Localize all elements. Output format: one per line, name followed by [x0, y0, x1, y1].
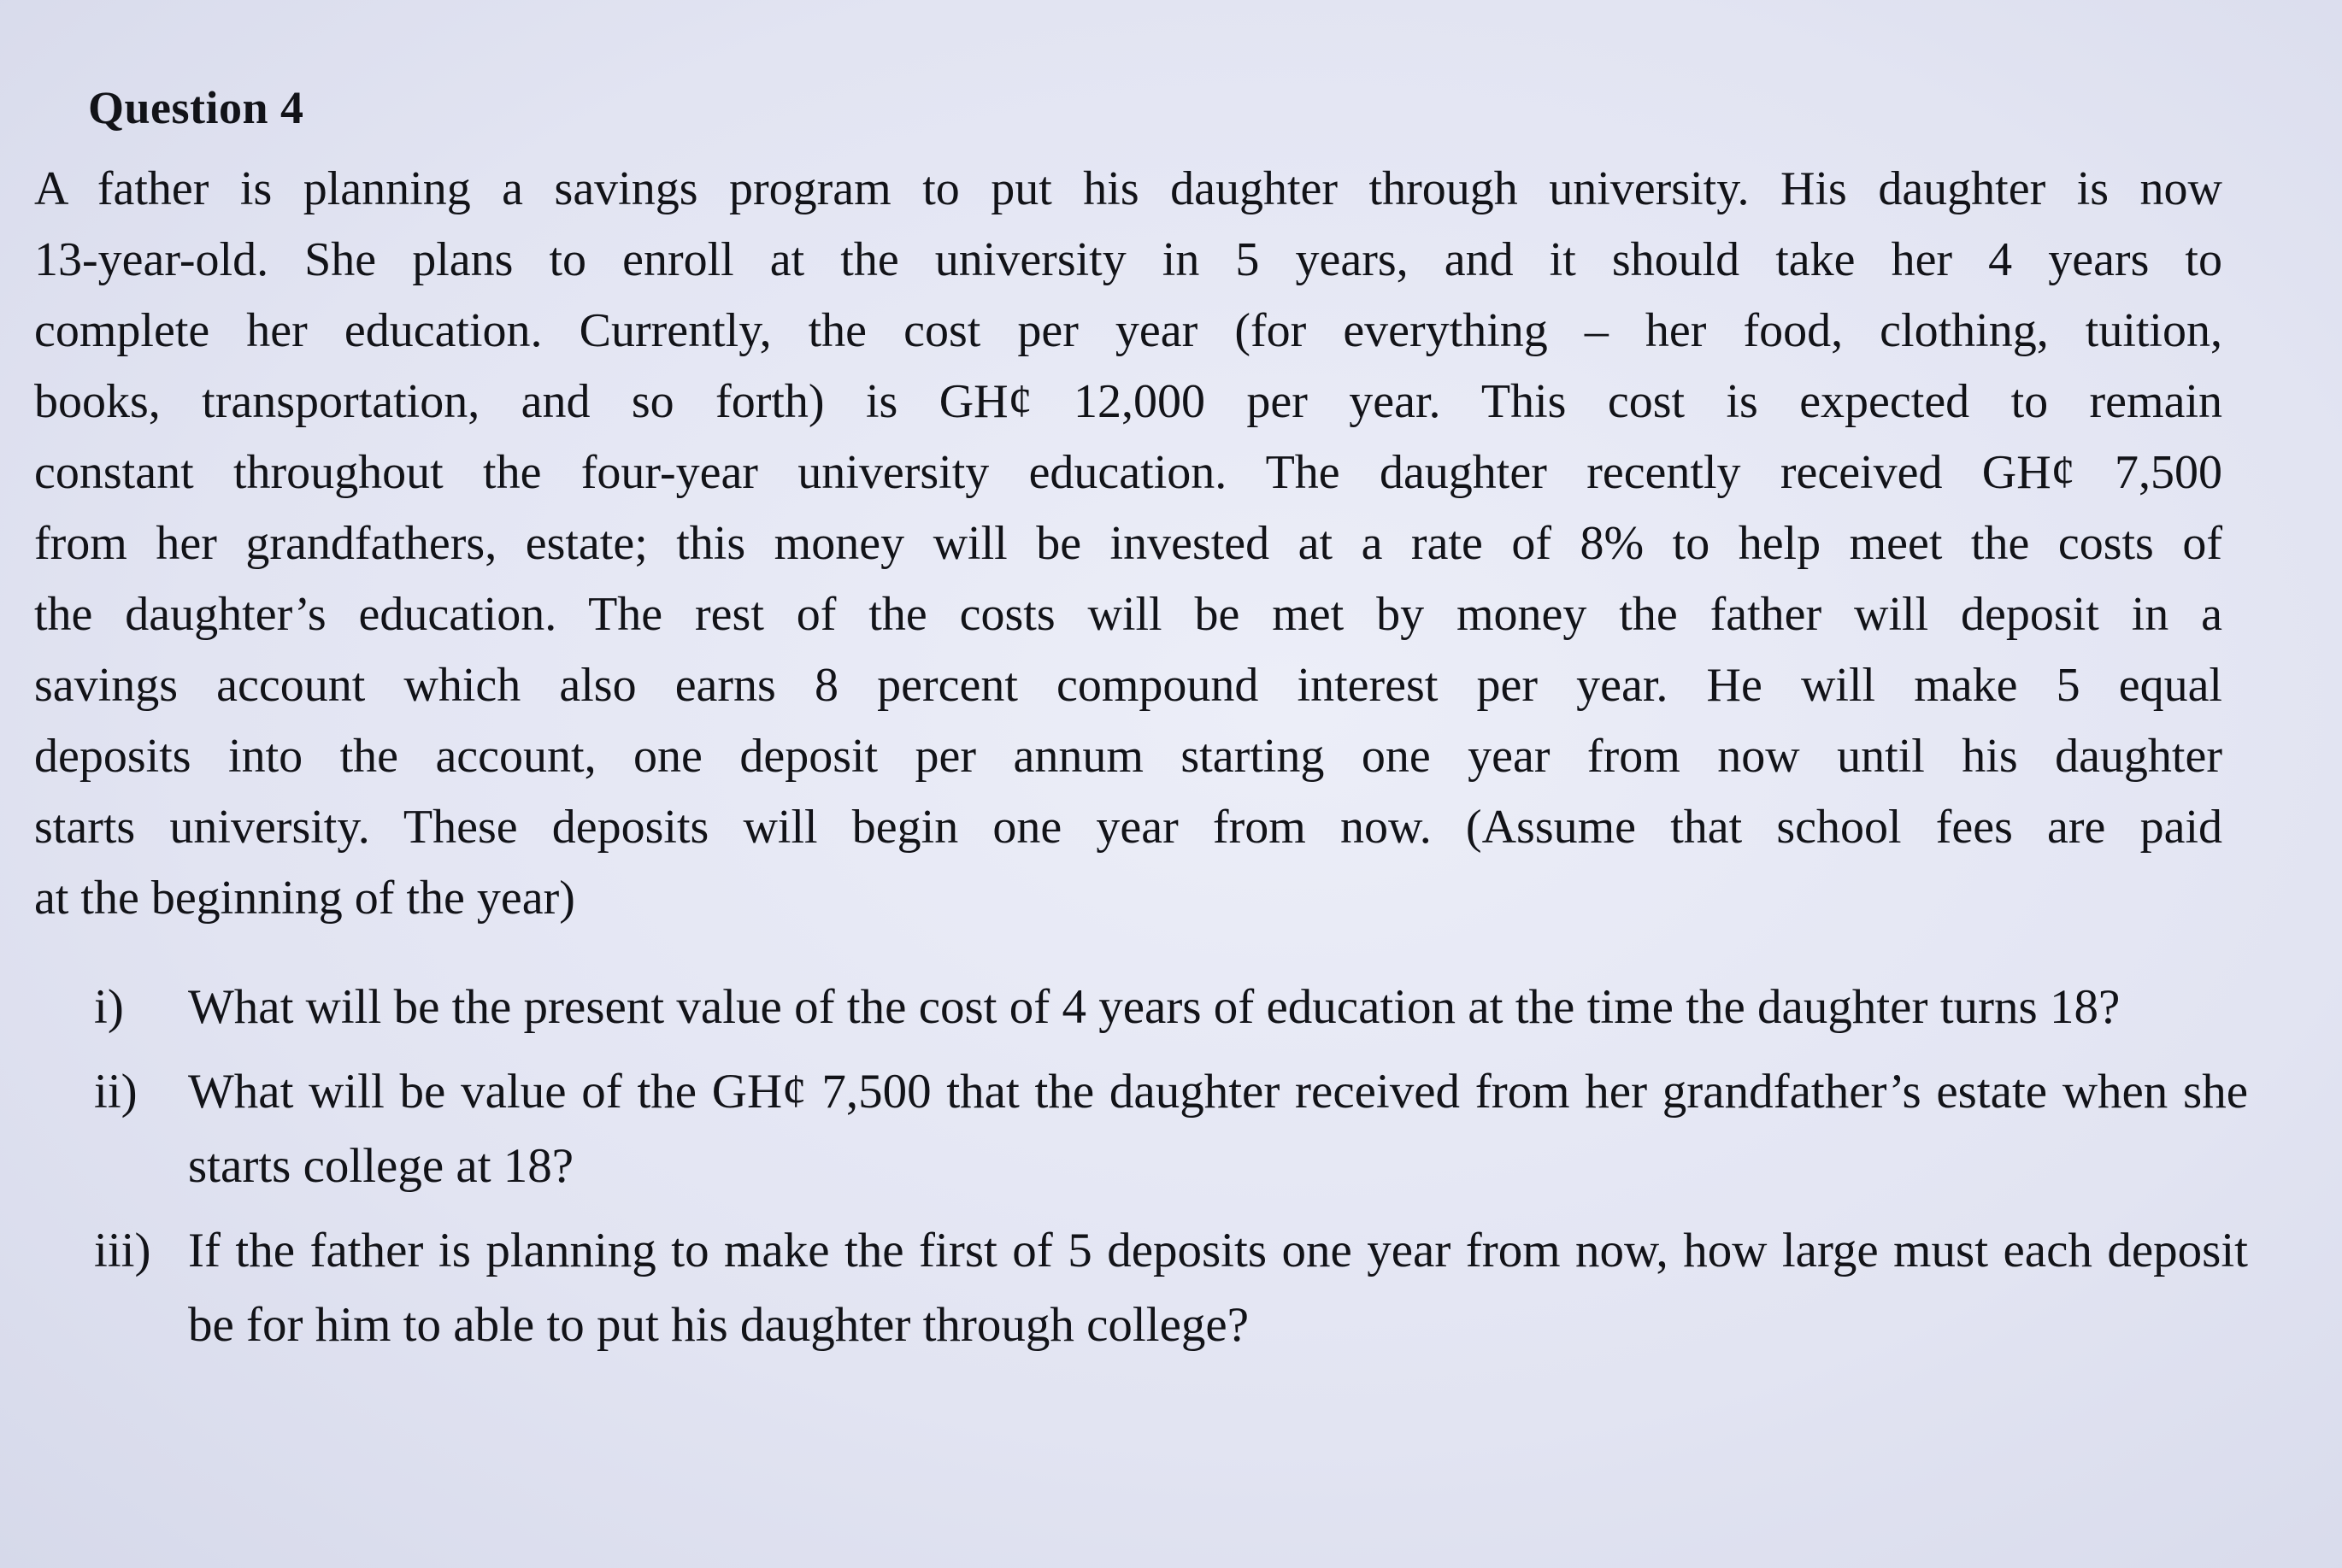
paragraph-line: at the beginning of the year): [34, 872, 575, 925]
paragraph-line: complete her education. Currently, the cost per year (for everything – her food, clothing, tuition,: [34, 304, 2222, 357]
sub-question-number: iii): [94, 1224, 151, 1277]
paragraph-line: A father is planning a savings program to put his daughter through university. His daughter is now: [34, 162, 2222, 215]
paragraph-line: deposits into the account, one deposit per annum starting one year from now until his daughter: [34, 730, 2222, 783]
paragraph-line: from her grandfathers, estate; this money will be invested at a rate of 8% to help meet the costs of: [34, 517, 2222, 570]
paragraph-line: 13-year-old. She plans to enroll at the university in 5 years, and it should take her 4 years to: [34, 233, 2222, 286]
paragraph-line: constant throughout the four-year university education. The daughter recently received GH¢ 7,500: [34, 446, 2222, 499]
question-title: Question 4: [88, 82, 304, 133]
sub-question-number: ii): [94, 1065, 138, 1119]
paragraph-line: starts university. These deposits will begin one year from now. (Assume that school fees are paid: [34, 801, 2222, 854]
sub-question-i: [94, 970, 2248, 1044]
sub-question-text: What will be value of the GH¢ 7,500 that the daughter received from her grandfather’s estate when she starts college at 18?: [188, 1065, 2248, 1193]
sub-question-list: [94, 970, 2248, 1372]
sub-question-ii: [94, 1054, 2248, 1203]
sub-question-number: i): [94, 980, 124, 1034]
sub-question-text: What will be the present value of the cost of 4 years of education at the time the daughter turns 18?: [188, 980, 2121, 1034]
paragraph-line: books, transportation, and so forth) is GH¢ 12,000 per year. This cost is expected to remain: [34, 375, 2222, 428]
question-paragraph: [34, 154, 2222, 934]
sub-question-iii: [94, 1213, 2248, 1362]
paragraph-line: the daughter’s education. The rest of the costs will be met by money the father will deposit in a: [34, 588, 2222, 641]
sub-question-text: If the father is planning to make the first of 5 deposits one year from now, how large must each deposit be for him to able to put his daughter through college?: [188, 1224, 2248, 1352]
paragraph-line: savings account which also earns 8 percent compound interest per year. He will make 5 equal: [34, 659, 2222, 712]
